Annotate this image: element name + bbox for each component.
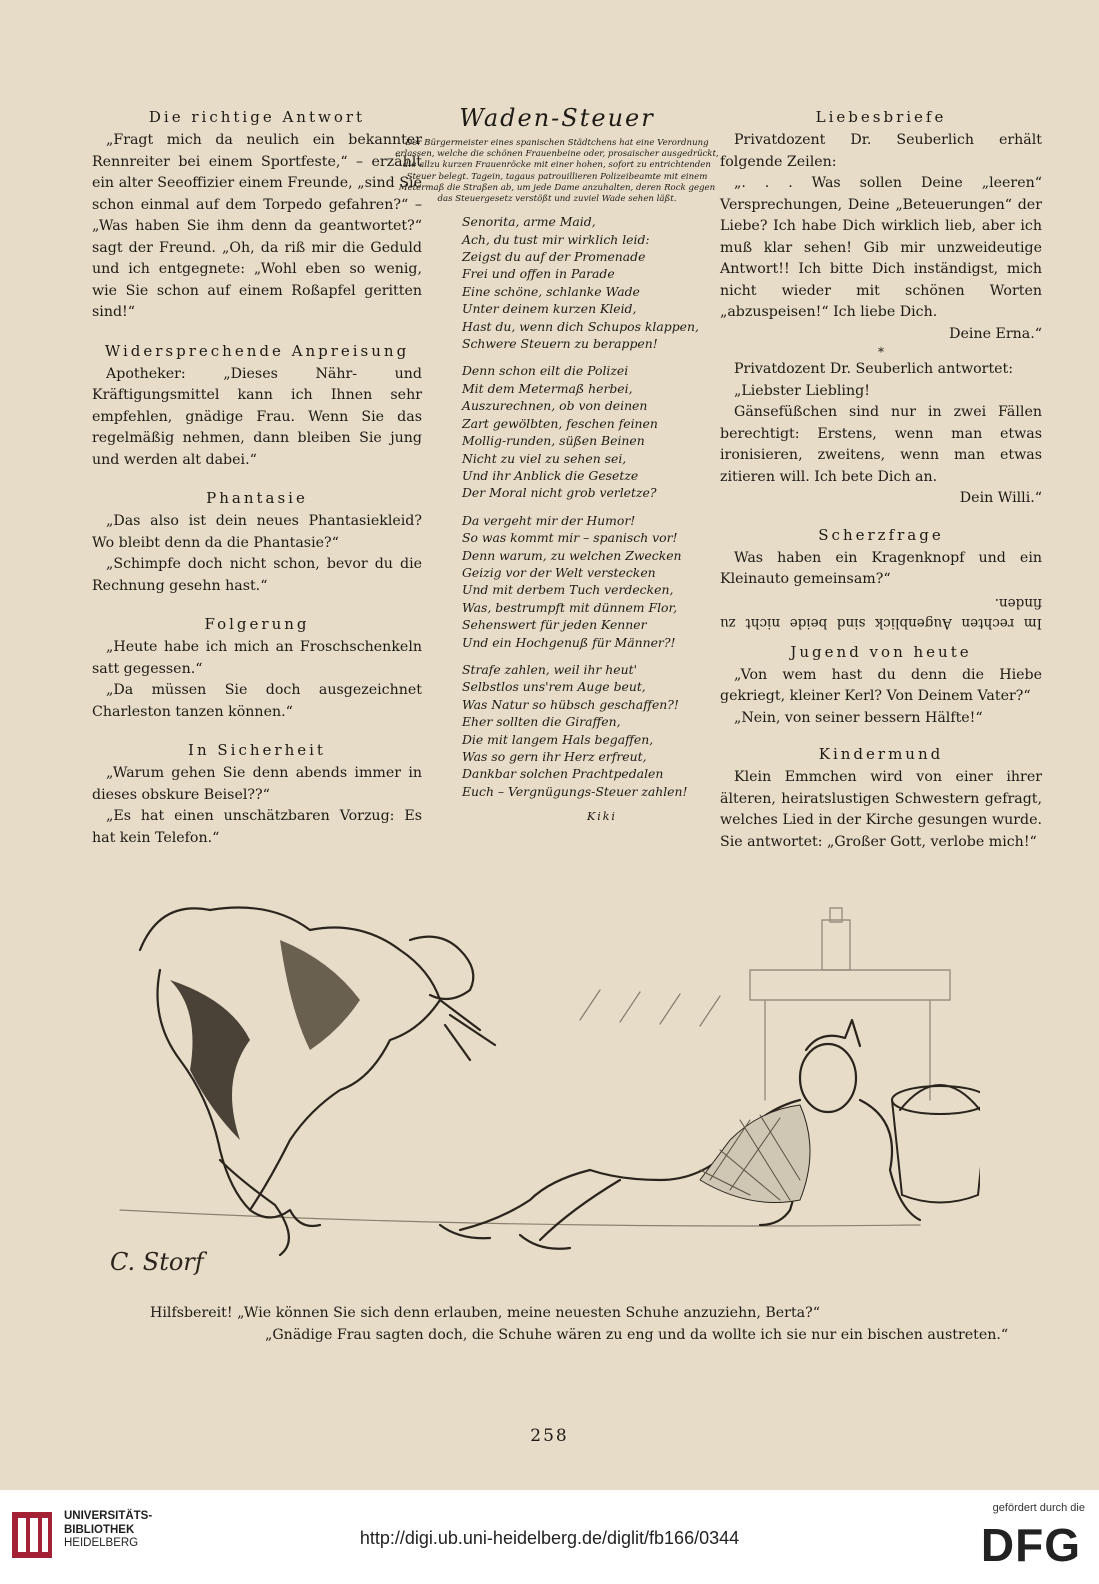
- section-heading: Jugend von heute: [790, 642, 972, 661]
- section-liebesbriefe: [720, 108, 1042, 510]
- verse-line: Was so gern ihr Herz erfreut,: [462, 749, 647, 764]
- verse-line: Und ihr Anblick die Gesetze: [462, 467, 639, 483]
- section-scherzfrage: [720, 526, 1042, 633]
- crawling-woman: [440, 1020, 920, 1249]
- section-kindermund: [720, 745, 1042, 853]
- section-heading: Folgerung: [204, 615, 310, 633]
- right-column: [720, 104, 1042, 853]
- library-name-line: BIBLIOTHEK: [64, 1523, 135, 1536]
- section-in-sicherheit: [92, 741, 422, 849]
- verse-line: Hast du, wenn dich Schupos klappen,: [462, 318, 699, 334]
- verse-line: Geizig vor der Welt verstecken: [462, 564, 656, 580]
- background-table: [750, 908, 950, 1100]
- joke-question: Was haben ein Kragenknopf und ein Kleinauto gemeinsam?“: [720, 549, 1042, 587]
- verse-line: Auszurechnen, ob von deinen: [462, 398, 648, 414]
- letter-signature: Dein Willi.“: [959, 490, 1042, 506]
- cartoon-caption: [150, 1302, 1020, 1346]
- funded-by-label: gefördert durch die: [992, 1502, 1085, 1514]
- verse-line: Dankbar solchen Prachtpedalen: [462, 766, 664, 782]
- section-paragraph: „Liebster Liebling!: [734, 382, 870, 399]
- section-heading: Widersprechende Anpreisung: [104, 341, 410, 360]
- source-url-link[interactable]: http://digi.ub.uni-heidelberg.de/diglit/fb166/0344: [359, 1528, 740, 1548]
- verse-line: Eher sollten die Giraffen,: [462, 714, 621, 730]
- artist-signature: C. Storf: [110, 1248, 204, 1276]
- flying-figure: [140, 908, 495, 1256]
- section-paragraph: „. . . Was sollen Deine „leeren“ Versprechungen, Deine „Beteuerungen“ der Liebe? Ich habe Dich wirklich lieb, aber ich muß klar sehen! Gib mir unzweideutige Antwort!! Ich bitte Dich inständigst, mich nicht wieder mit schönen Worten „abzuspeisen!“ Ich liebe Dich.: [720, 175, 1042, 320]
- poem-stanza: [462, 512, 722, 651]
- section-paragraph: „Es hat einen unschätzbaren Vorzug: Es hat kein Telefon.“: [92, 808, 422, 846]
- separator-star: *: [878, 345, 884, 359]
- dfg-logo: DFG: [980, 1519, 1081, 1571]
- section-paragraph: Klein Emmchen wird von einer ihrer älteren, heiratslustigen Schwestern gefragt, welches Lied in der Kirche gesungen wurde. Sie antwortet: „Großer Gott, verlobe mich!“: [720, 769, 1042, 850]
- joke-answer-upside-down: Im rechten Augenblick sind beide nicht zu finden.: [720, 594, 1042, 631]
- section-heading: Phantasie: [206, 489, 308, 507]
- verse-line: Ach, du tust mir wirklich leid:: [462, 231, 650, 247]
- verse-line: So was kommt mir – spanisch vor!: [462, 530, 678, 546]
- section-heading: Scherzfrage: [818, 525, 944, 544]
- library-name-line: HEIDELBERG: [64, 1537, 139, 1549]
- section-paragraph: „Fragt mich da neulich ein bekannter Rennreiter bei einem Sportfeste,“ – erzählt ein alter Seeoffizier einem Freunde, „sind Sie schon einmal auf dem Torpedo gefahren?“ – „Was haben Sie ihm denn da geantwortet?“ sagt der Freund. „Oh, da riß mir die Geduld und ich entgegnete: „Wohl eben so wenig, wie Sie schon auf einem Roßapfel geritten sind!“: [92, 132, 422, 320]
- section-paragraph: Privatdozent Dr. Seuberlich erhält folgende Zeilen:: [720, 132, 1042, 170]
- verse-line: Euch – Vergnügungs-Steuer zahlen!: [462, 783, 688, 799]
- section-paragraph: „Nein, von seiner bessern Hälfte!“: [734, 709, 983, 726]
- section-folgerung: [92, 615, 422, 723]
- library-name-line: UNIVERSITÄTS-: [64, 1510, 153, 1522]
- verse-line: Mit dem Metermaß herbei,: [462, 380, 633, 396]
- verse-line: Was Natur so hübsch geschaffen?!: [462, 696, 679, 712]
- bucket: [892, 1085, 980, 1203]
- poem-stanza: [462, 213, 722, 352]
- verse-line: Selbstlos uns'rem Auge beut,: [462, 679, 646, 695]
- verse-line: Nicht zu viel zu sehen sei,: [462, 450, 627, 466]
- verse-line: Unter deinem kurzen Kleid,: [462, 301, 637, 317]
- section-richtige-antwort: [92, 108, 422, 324]
- section-heading: Kindermund: [818, 745, 944, 763]
- cartoon-illustration: [100, 880, 980, 1285]
- verse-line: Und mit derbem Tuch verdecken,: [462, 582, 674, 598]
- poem-stanza: [462, 362, 722, 501]
- caption-line: „Gnädige Frau sagten doch, die Schuhe wären zu eng und da wollte ich sie nur ein bischen austreten.“: [265, 1327, 1009, 1343]
- poem-signature: Kiki: [587, 810, 617, 824]
- verse-line: Schwere Steuern zu berappen!: [462, 336, 658, 352]
- verse-line: Und ein Hochgenuß für Männer?!: [462, 634, 676, 650]
- poem-stanza: [462, 661, 722, 800]
- section-paragraph: Privatdozent Dr. Seuberlich antwortet:: [734, 361, 1014, 377]
- section-widersprechende-anpreisung: [92, 342, 422, 472]
- digitization-footer: [0, 1490, 1099, 1584]
- verse-line: Zeigst du auf der Promenade: [462, 249, 646, 265]
- page-number: 258: [530, 1426, 569, 1446]
- verse-line: Die mit langem Hals begaffen,: [462, 731, 654, 747]
- poem-intro: Der Bürgermeister eines spanischen Städtchens hat eine Verordnung erlassen, welche die schönen Frauenbeine oder, prosaischer ausgedrückt, die allzu kurzen Frauenröcke mit einer hohen, sofort zu entrichtenden Steuer belegt. Tagein, tagaus patrouillieren Polizeibeamte mit einem Metermaß die Straßen ab, um jede Dame anzuhalten, deren Rock gegen das Steuergesetz verstößt und zuviel Wade sehen läßt.: [395, 138, 719, 205]
- verse-line: Sehenswert für jeden Kenner: [462, 617, 647, 633]
- left-column: [92, 104, 422, 849]
- verse-line: Mollig-runden, süßen Beinen: [462, 433, 645, 449]
- section-paragraph: „Da müssen Sie doch ausgezeichnet Charleston tanzen können.“: [92, 682, 422, 720]
- section-heading: In Sicherheit: [188, 741, 326, 759]
- verse-line: Frei und offen in Parade: [462, 266, 615, 282]
- section-paragraph: „Schimpfe doch nicht schon, bevor du die Rechnung gesehn hast.“: [92, 556, 422, 594]
- section-paragraph: „Heute habe ich mich an Froschschenkeln satt gegessen.“: [92, 639, 422, 677]
- caption-line: Hilfsbereit! „Wie können Sie sich denn erlauben, meine neuesten Schuhe anzuziehn, Berta?“: [150, 1305, 820, 1321]
- verse-line: Strafe zahlen, weil ihr heut': [462, 661, 637, 677]
- section-paragraph: „Von wem hast du denn die Hiebe gekriegt, kleiner Kerl? Von Deinem Vater?“: [720, 666, 1042, 704]
- verse-line: Denn warum, zu welchen Zwecken: [462, 547, 682, 563]
- poem-title: Waden-Steuer: [459, 104, 655, 132]
- verse-line: Der Moral nicht grob verletze?: [462, 485, 657, 501]
- floor-line: [120, 1210, 920, 1226]
- section-paragraph: Apotheker: „Dieses Nähr- und Kräftigungsmittel kann ich Ihnen sehr empfehlen, gnädige Frau. Wenn Sie das regelmäßig nehmen, dann bleiben Sie jung und werden alt dabei.“: [92, 365, 422, 468]
- verse-line: Senorita, arme Maid,: [462, 214, 596, 230]
- verse-line: Da vergeht mir der Humor!: [462, 512, 636, 528]
- verse-line: Was, bestrumpft mit dünnem Flor,: [462, 599, 678, 615]
- verse-line: Zart gewölbten, feschen feinen: [462, 415, 658, 431]
- section-paragraph: „Warum gehen Sie denn abends immer in dieses obskure Beisel??“: [92, 765, 422, 803]
- section-phantasie: [92, 489, 422, 597]
- section-heading: Die richtige Antwort: [148, 108, 366, 126]
- verse-line: Denn schon eilt die Polizei: [462, 363, 629, 379]
- verse-line: Eine schöne, schlanke Wade: [462, 283, 640, 299]
- letter-signature: Deine Erna.“: [949, 325, 1042, 342]
- section-paragraph: Gänsefüßchen sind nur in zwei Fällen berechtigt: Erstens, wenn man etwas ironisieren, zweitens, wenn man etwas zitieren will. Ich bete Dich an.: [720, 404, 1042, 485]
- middle-column-poem: [392, 104, 722, 823]
- section-heading: Liebesbriefe: [815, 108, 947, 126]
- section-paragraph: „Das also ist dein neues Phantasiekleid? Wo bleibt denn da die Phantasie?“: [92, 513, 422, 551]
- section-jugend-von-heute: [720, 643, 1042, 730]
